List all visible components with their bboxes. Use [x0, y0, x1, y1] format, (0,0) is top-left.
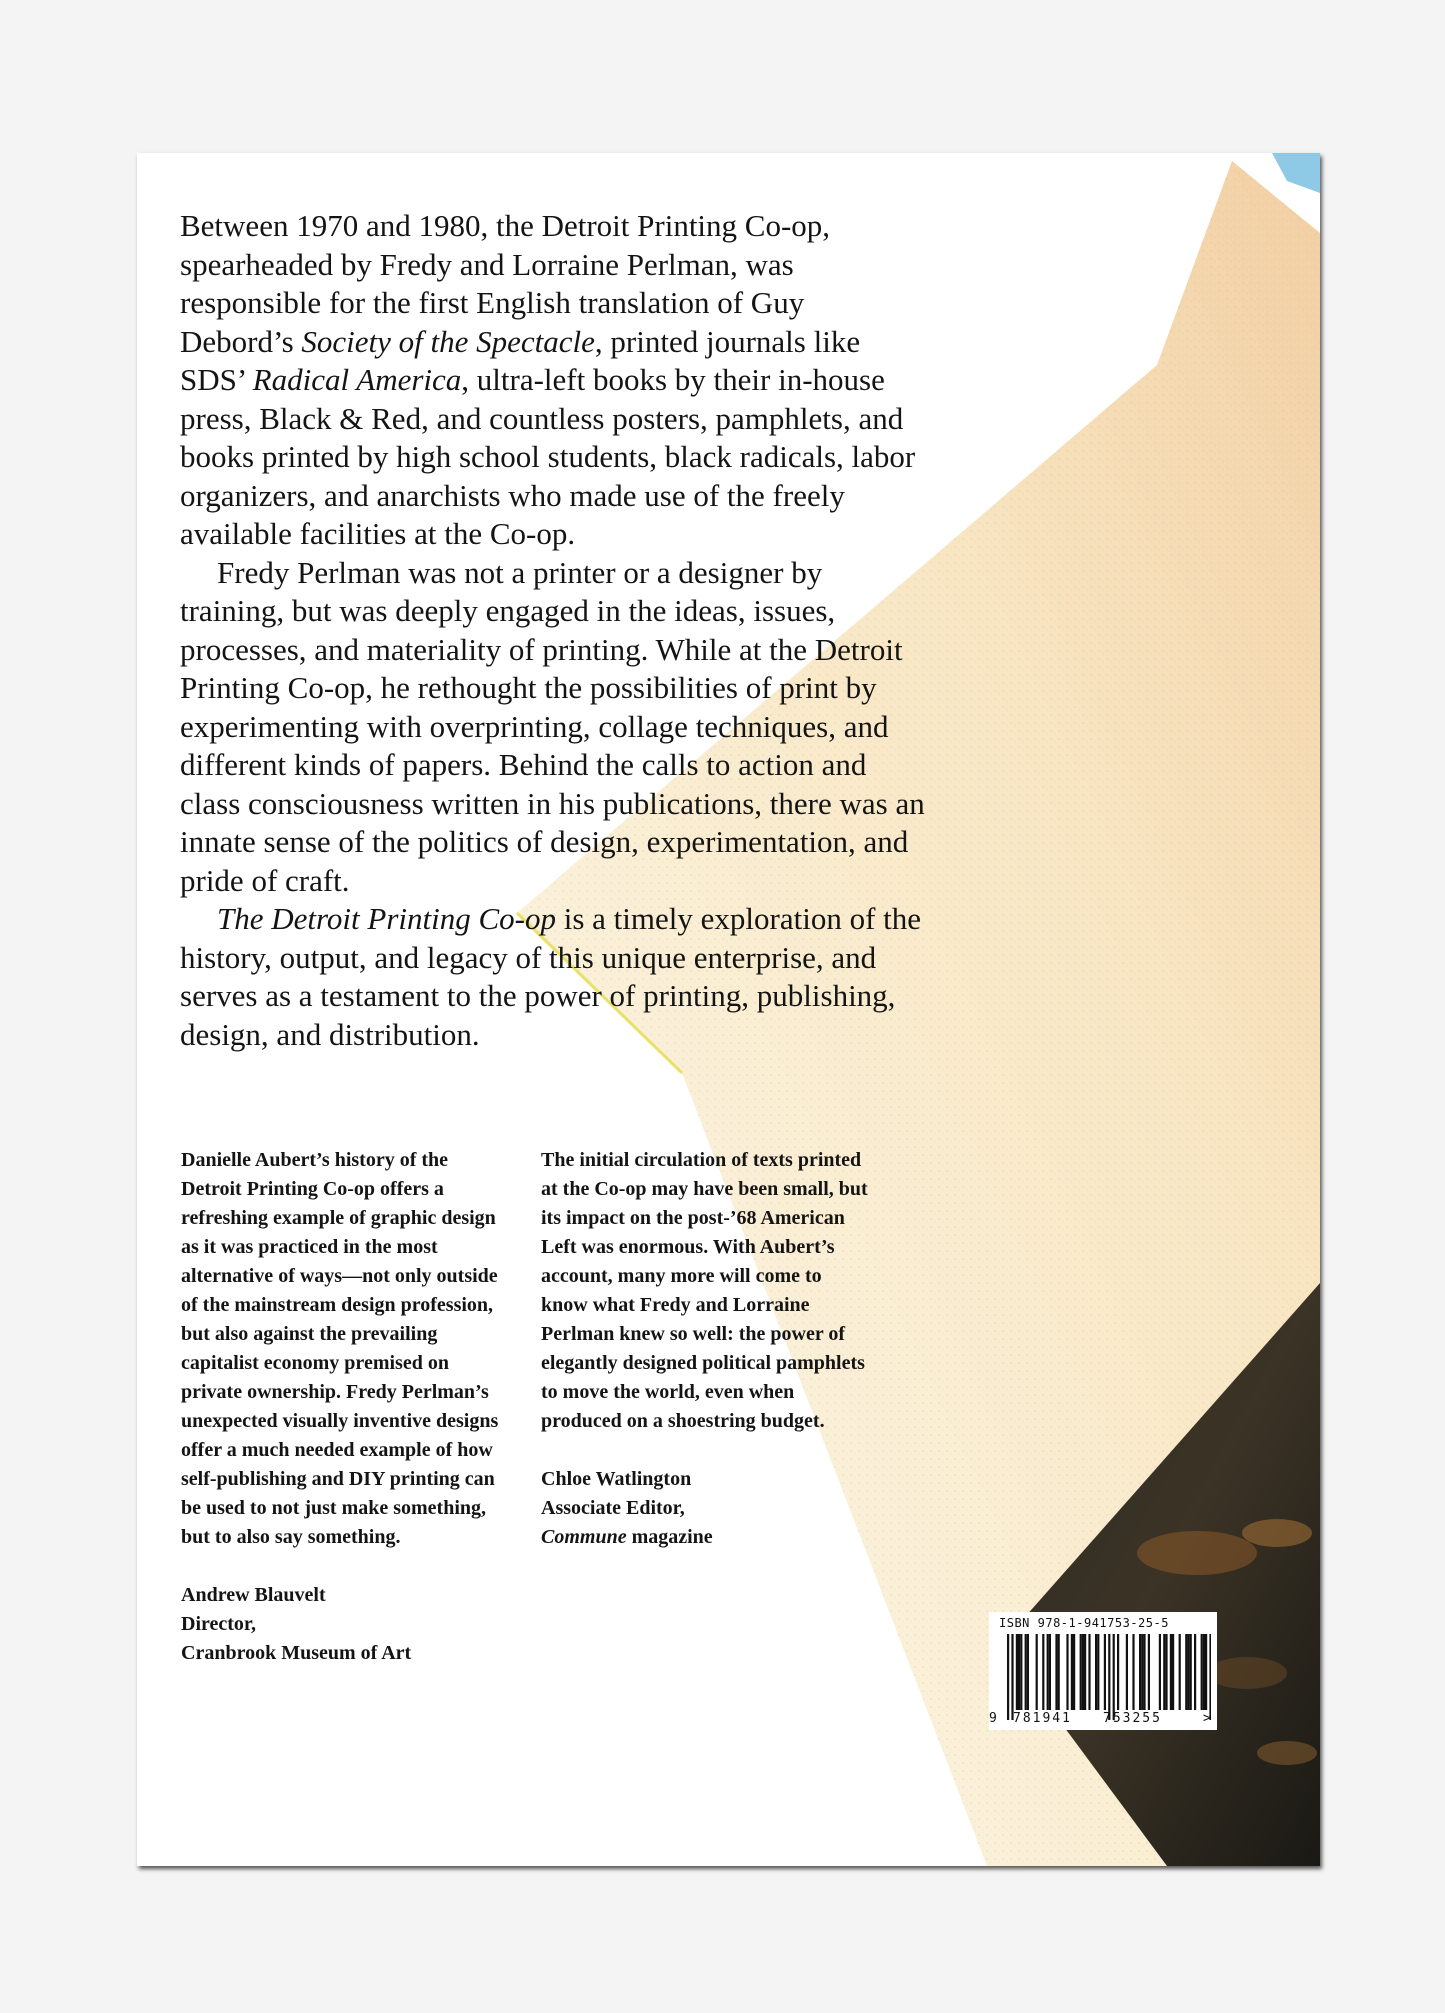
blurb-paragraph-2: Fredy Perlman was not a printer or a designer by training, but was deeply engaged in the ideas, issues, processes, and materiality of printing. While at the Detroit Printing Co-op, he rethought the possibilities of print by experimenting with overprinting, collage techniques, and different kinds of papers. Behind the calls to action and class consciousness written in his publications, there was an innate sense of the politics of design, experimentation, and pride of craft. [180, 554, 925, 898]
barcode-bar [1066, 1634, 1068, 1710]
barcode-bar [1205, 1634, 1207, 1710]
barcode-bar [1020, 1634, 1022, 1710]
barcode-bar [1170, 1634, 1172, 1710]
barcode-bar [1084, 1634, 1086, 1710]
endorser-name: Andrew Blauvelt [181, 1584, 326, 1606]
barcode-bar [1011, 1634, 1013, 1720]
endorsement-right [541, 1146, 871, 1552]
barcode-bar [1209, 1634, 1211, 1720]
barcode-bar [1117, 1634, 1119, 1710]
ean-arrow: > [1203, 1711, 1211, 1726]
barcode-bar [1097, 1634, 1099, 1710]
barcode-bar [1027, 1634, 1029, 1710]
blurb-paragraph-1: Between 1970 and 1980, the Detroit Printing Co-op, spearheaded by Fredy and Lorraine Perlman, was responsible for the first English translation of Guy Debord’s Society of the Spectacle, printed journals like SDS’ Radical America, ultra-left books by their in-house press, Black & Red, and countless posters, pamphlets, and books printed by high school students, black radicals, labor organizers, and anarchists who made use of the freely available facilities at the Co-op. [180, 208, 916, 551]
barcode-bar [1058, 1634, 1060, 1710]
barcode-bar [1108, 1634, 1110, 1720]
barcode-bar [1080, 1634, 1082, 1710]
barcode-bar [1185, 1634, 1187, 1710]
endorsement-text: Danielle Aubert’s history of the Detroit Printing Co-op offers a refreshing example of graphic design as it was practiced in the most alternative of ways—not only outside of the mainstream design profession, but also against the prevailing capitalist economy premised on private ownership. Fredy Perlman’s unexpected visually inventive designs offer a much needed example of how self-publishing and DIY printing can be used to not just make something, but to also say something. [181, 1149, 499, 1548]
barcode-bar [1088, 1634, 1090, 1710]
barcode-bar [1007, 1634, 1009, 1720]
barcode-bar [1132, 1634, 1134, 1710]
barcode-bar [1113, 1634, 1115, 1720]
endorser-role: Associate Editor, [541, 1497, 685, 1519]
barcode-bar [1055, 1634, 1057, 1710]
barcode-bar [1148, 1634, 1150, 1710]
barcode-bar [1018, 1634, 1020, 1710]
barcode-bar [1141, 1634, 1143, 1710]
barcode-bar [1049, 1634, 1051, 1710]
book-back-cover [137, 153, 1320, 1866]
barcode-bar [1143, 1634, 1145, 1710]
barcode-bar [1126, 1634, 1128, 1710]
barcode-bar [1201, 1634, 1203, 1710]
barcode-bar [1104, 1634, 1106, 1710]
barcode-bar [1163, 1634, 1165, 1710]
barcode-bar [1179, 1634, 1181, 1710]
endorsement-attribution [181, 1581, 501, 1668]
barcode-bar [1082, 1634, 1084, 1710]
barcode-bar [1139, 1634, 1141, 1710]
endorser-org: Cranbrook Museum of Art [181, 1642, 412, 1664]
endorsement-text: The initial circulation of texts printed at the Co-op may have been small, but its impact on the post-’68 American Left was enormous. With Aubert’s account, many more will come to know what Fredy and Lorraine Perlman knew so well: the power of elegantly designed political pamphlets to move the world, even when produced on a shoestring budget. [541, 1149, 868, 1432]
barcode-bar [1036, 1634, 1038, 1710]
endorser-publication: Commune [541, 1526, 627, 1548]
barcode-bar [1095, 1634, 1097, 1710]
barcode-bar [1047, 1634, 1049, 1710]
barcode-bar [1073, 1634, 1075, 1710]
blurb-paragraph-3: The Detroit Printing Co-op is a timely exploration of the history, output, and legacy of this unique enterprise, and serves as a testament to the power of printing, publishing, design, and distribution. [180, 901, 922, 1052]
cover-blurb [180, 207, 925, 1054]
barcode-bar [1165, 1634, 1167, 1710]
barcode-bar [1016, 1634, 1018, 1710]
barcode-bar [1025, 1634, 1027, 1710]
barcode-bar [1203, 1634, 1205, 1710]
barcode-bar [1194, 1634, 1196, 1710]
ean-digits-left: 781941 [1013, 1711, 1072, 1726]
endorsement-left [181, 1146, 501, 1668]
barcode-bar [1187, 1634, 1189, 1710]
endorser-role: Director, [181, 1613, 256, 1635]
ean-digit-first: 9 [989, 1711, 997, 1726]
barcode-bar [1071, 1634, 1073, 1710]
barcode-bar [1042, 1634, 1044, 1710]
endorsement-attribution: Chloe Watlington Associate Editor, Commune magazine [541, 1468, 713, 1548]
isbn-barcode [989, 1612, 1217, 1730]
barcode-bar [1172, 1634, 1174, 1710]
barcode-bar [1190, 1634, 1192, 1710]
barcode-bar [1159, 1634, 1161, 1710]
endorser-name: Chloe Watlington [541, 1468, 692, 1490]
isbn-label: ISBN 978-1-941753-25-5 [999, 1616, 1169, 1630]
ean-digits-right: 753255 [1103, 1711, 1162, 1726]
